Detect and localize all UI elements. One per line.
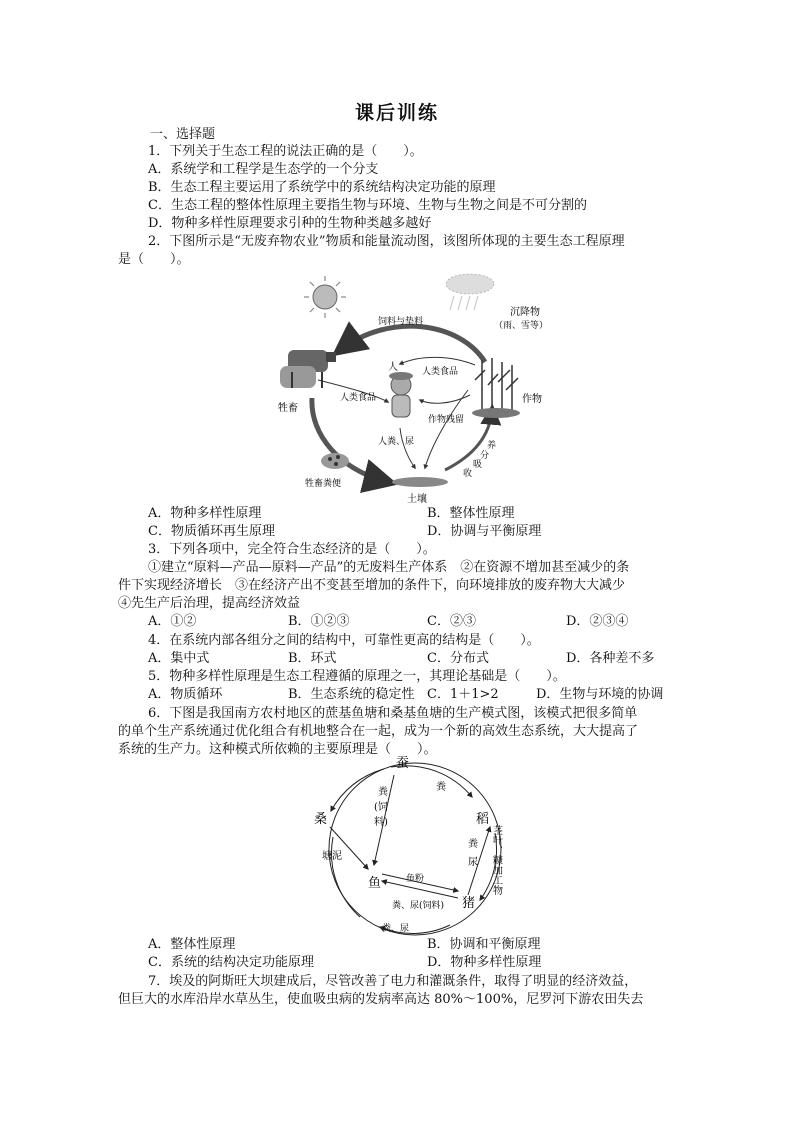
fig-sediment-sub-label: （雨、雪等）	[494, 321, 549, 331]
label-dung-top: 粪	[436, 782, 446, 793]
q5-option-b: B．生态系统的稳定性	[288, 687, 415, 702]
q4-option-d: D．各种差不多	[566, 651, 655, 666]
node-mulberry: 桑	[314, 812, 328, 827]
mulberry-fish-pond-diagram	[300, 755, 530, 937]
q1-option-a: A．系统学和工程学是生态学的一个分支	[148, 162, 379, 177]
q1-option-c: C．生态工程的整体性原理主要指生物与环境、生物与生物之间是不可分割的	[148, 198, 587, 213]
fig-nutrient-label-4: 收	[463, 469, 473, 479]
label-feed-v1: 粪	[378, 787, 388, 798]
q6-option-d: D．物种多样性原理	[427, 955, 542, 970]
fig-soil-label: 土壤	[407, 494, 427, 505]
label-feed-v2: (饲	[374, 802, 388, 813]
q2-option-d: D．协调与平衡原理	[427, 524, 542, 539]
q1-option-b: B．生态工程主要运用了系统学中的系统结构决定功能的原理	[148, 180, 496, 195]
q6-stem-line1: 6．下图是我国南方农村地区的蔗基鱼塘和桑基鱼塘的生产模式图，该模式把很多简单	[148, 706, 638, 721]
page-title: 课后训练	[354, 102, 439, 124]
label-feed-v3: 料)	[374, 817, 388, 828]
q3-option-c: C．②③	[427, 614, 476, 629]
label-mud: 塘泥	[322, 851, 342, 862]
label-dung-urine-1: 粪	[468, 839, 478, 850]
label-bottom: 粪、尿	[382, 924, 410, 934]
rain-cloud-icon	[446, 274, 494, 310]
q6-option-c: C．系统的结构决定功能原理	[148, 955, 314, 970]
label-fishmeal: 鱼粉	[406, 874, 425, 884]
q5-option-d: D．生物与环境的协调	[536, 687, 664, 702]
q5-option-a: A．物质循环	[148, 687, 223, 702]
soil-icon	[392, 477, 448, 487]
q4-option-c: C．分布式	[427, 651, 489, 666]
section-heading: 一、选择题	[150, 127, 216, 142]
q2-stem-line2: 是（ ）。	[118, 252, 190, 267]
q4-stem: 4．在系统内部各组分之间的结构中，可靠性更高的结构是（ ）。	[148, 633, 540, 648]
q2-option-a: A．物种多样性原理	[148, 506, 262, 521]
farmer-icon	[389, 372, 413, 417]
q5-stem: 5．物种多样性原理是生态工程遵循的原理之一，其理论基础是（ ）。	[148, 669, 566, 684]
fig-person-label: 人	[388, 362, 398, 373]
fig-manure-label: 牲畜粪便	[305, 479, 342, 489]
fig-excreta-label: 人粪、尿	[378, 437, 415, 447]
label-dung-feed: 粪、尿(饲料)	[392, 901, 445, 911]
q3-item-line3: ④先生产后治理，提高经济效益	[118, 596, 301, 611]
q6-option-a: A．整体性原理	[148, 937, 236, 952]
node-pig: 猪	[462, 896, 476, 911]
q3-option-a: A．①②	[148, 614, 197, 629]
fig-nutrient-label-3: 吸	[473, 460, 483, 470]
q6-stem-line3: 系统的生产力。这种模式所依赖的主要原理是（ ）。	[118, 742, 437, 757]
manure-icon	[321, 453, 349, 469]
q1-stem: 1．下列关于生态工程的说法正确的是（ ）。	[148, 144, 423, 159]
fig-food-label-2: 人类食品	[340, 393, 377, 403]
fig-livestock-label: 牲畜	[278, 403, 298, 414]
q2-option-c: C．物质循环再生原理	[148, 524, 275, 539]
fig-sediment-label: 沉降物	[510, 307, 540, 318]
label-dung-urine-2: 尿	[468, 857, 478, 868]
no-waste-agriculture-diagram	[270, 270, 570, 506]
node-rice: 稻	[476, 812, 490, 827]
q2-option-b: B．整体性原理	[427, 506, 515, 521]
q6-stem-line2: 的单个生产系统通过优化组合有机地整合在一起，成为一个新的高效生态系统，大大提高了	[118, 724, 639, 739]
q5-option-c: C．1＋1>2	[427, 687, 499, 702]
fig-feed-label: 饲料与垫料	[378, 317, 424, 327]
node-fish: 鱼	[368, 876, 382, 891]
q4-option-b: B．环式	[288, 651, 337, 666]
crop-icon	[472, 358, 520, 418]
node-silkworm: 蚕	[396, 756, 410, 771]
sun-icon	[304, 276, 346, 318]
label-stalk: 茎叶、糠加工物	[490, 825, 502, 895]
fig-residue-label: 作物残留	[428, 415, 465, 425]
q7-stem-line1: 7．埃及的阿斯旺大坝建成后，尽管改善了电力和灌溉条件，取得了明显的经济效益，	[148, 974, 638, 989]
q3-stem: 3．下列各项中，完全符合生态经济的是（ ）。	[148, 542, 436, 557]
q3-option-b: B．①②③	[288, 614, 350, 629]
fig-nutrient-label-2: 分	[480, 451, 490, 461]
q3-item-line2: 件下实现经济增长 ③在经济产出不变甚至增加的条件下，向环境排放的废弃物大大减少	[118, 578, 626, 593]
q2-stem-line1: 2．下图所示是“无废弃物农业”物质和能量流动图，该图所体现的主要生态工程原理	[148, 234, 625, 249]
fig-crop-label: 作物	[522, 394, 542, 405]
q7-stem-line2: 但巨大的水库沿岸水草丛生，使血吸虫病的发病率高达 80%～100%，尼罗河下游农田失去	[118, 992, 644, 1007]
q1-option-d: D．物种多样性原理要求引种的生物种类越多越好	[148, 216, 432, 231]
q6-option-b: B．协调和平衡原理	[427, 937, 541, 952]
q3-option-d: D．②③④	[566, 614, 629, 629]
q3-item-line1: ①建立“原料—产品—原料—产品”的无废料生产体系 ②在资源不增加甚至减少的条	[148, 560, 630, 575]
fig-food-label-1: 人类食品	[422, 367, 459, 377]
fig-nutrient-label-1: 养	[487, 441, 497, 451]
q4-option-a: A．集中式	[148, 651, 210, 666]
